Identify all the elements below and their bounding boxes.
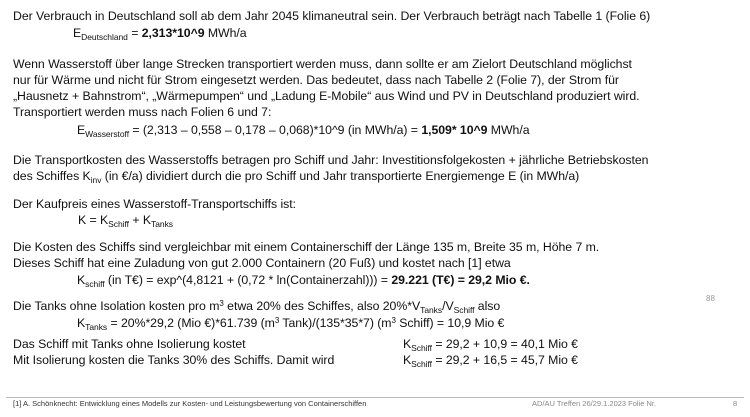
- equation-subscript: Schiff: [108, 219, 129, 229]
- text-line: nur für Wärme und nicht für Strom eingesetzt werden. Das bedeutet, dass nach Tabelle 2 (Folie 7), der Strom für: [13, 73, 619, 87]
- equation-value: 29.221 (T€) = 29,2 Mio €.: [391, 273, 530, 287]
- equation-equals: =: [127, 26, 142, 40]
- subscript: Schiff: [453, 305, 475, 315]
- text-line: [13, 169, 579, 185]
- equation-subscript: Deutschland: [81, 32, 128, 42]
- equation-k-schiff-mit-isolierung: [403, 353, 578, 369]
- text-segment: /V: [442, 299, 454, 313]
- equation-text: K = K: [78, 213, 109, 227]
- text-line: [13, 299, 500, 315]
- equation-body: = (2,313 – 0,558 – 0,178 – 0,068)*10^9 (in MWh/a) =: [129, 123, 422, 137]
- equation-k-schiff: [77, 273, 530, 289]
- equation-symbol: K: [403, 353, 412, 367]
- equation-symbol: E: [73, 26, 82, 40]
- equation-unit: MWh/a: [204, 26, 247, 40]
- footer-reference: [1] A. Schönknecht: Entwicklung eines Modells zur Kosten- und Leistungsbewertung von Containerschiffen: [13, 399, 367, 408]
- text-line: Der Verbrauch in Deutschland soll ab dem Jahr 2045 klimaneutral sein. Der Verbrauch beträgt nach Tabelle 1 (Folie 6): [13, 9, 651, 23]
- equation-subscript: Wasserstoff: [85, 129, 130, 139]
- equation-symbol: K: [77, 316, 86, 330]
- equation-k: [78, 213, 173, 229]
- footer-slide-number: 8: [733, 399, 738, 408]
- text-line: Die Kosten des Schiffs sind vergleichbar mit einem Containerschiff der Länge 135 m, Breite 35 m, Höhe 7 m.: [13, 240, 600, 254]
- equation-body: = 29,2 + 10,9 = 40,1 Mio €: [431, 337, 578, 351]
- page-marker: 88: [706, 294, 715, 303]
- text-segment: also: [474, 299, 501, 313]
- superscript: 3: [219, 299, 224, 308]
- text-segment: Die Tanks ohne Isolation kosten pro m: [13, 299, 220, 313]
- equation-superscript: 3: [274, 316, 280, 325]
- equation-unit: MWh/a: [487, 123, 530, 137]
- equation-text: = 20%*29,2 (Mio €)*61.739 (m: [107, 316, 275, 330]
- text-segment: des Schiffes K: [13, 169, 91, 183]
- text-line: Der Kaufpreis eines Wasserstoff-Transportschiffs ist:: [13, 197, 297, 211]
- equation-text: Schiff) = 10,9 Mio €: [395, 316, 505, 330]
- footer-divider: [6, 397, 744, 398]
- equation-subscript: schiff: [85, 279, 105, 289]
- equation-subscript: Tanks: [151, 219, 173, 229]
- equation-k-schiff-ohne-isolierung: [403, 337, 578, 353]
- text-line: Wenn Wasserstoff über lange Strecken transportiert werden muss, dann sollte er am Zielort Deutschland möglichst: [13, 57, 632, 71]
- text-line: Dieses Schiff hat eine Zuladung von gut 2.000 Containern (20 Fuß) und kostet nach [1] etwa: [13, 256, 511, 270]
- text-line: Die Transportkosten des Wasserstoffs betragen pro Schiff und Jahr: Investitionsfolgekosten + jährliche Betriebskosten: [13, 153, 649, 167]
- equation-text: + K: [128, 213, 152, 227]
- text-line: Das Schiff mit Tanks ohne Isolierung kostet: [13, 337, 246, 351]
- text-line: Transportiert werden muss nach Folien 6 und 7:: [13, 105, 272, 119]
- equation-subscript: Tanks: [85, 322, 108, 332]
- subscript: Tanks: [420, 305, 443, 315]
- equation-symbol: K: [77, 273, 86, 287]
- text-segment: (in €/a) dividiert durch die pro Schiff und Jahr transportierte Energiemenge E (in MWh/a): [101, 169, 580, 183]
- equation-e-deutschland: [73, 26, 247, 42]
- equation-value: 2,313*10^9: [141, 26, 205, 40]
- text-segment: etwa 20% des Schiffes, also 20%*V: [223, 299, 421, 313]
- equation-subscript: Schiff: [411, 359, 432, 369]
- equation-subscript: Schiff: [411, 343, 432, 353]
- equation-symbol: K: [403, 337, 412, 351]
- text-line: Mit Isolierung kosten die Tanks 30% des Schiffs. Damit wird: [13, 353, 335, 367]
- equation-e-wasserstoff: [77, 123, 530, 139]
- equation-symbol: E: [77, 123, 86, 137]
- equation-body: = 29,2 + 16,5 = 45,7 Mio €: [431, 353, 578, 367]
- equation-value: 1,509* 10^9: [421, 123, 488, 137]
- equation-body: (in T€) = exp^(4,8121 + (0,72 * ln(Containerzahl))) =: [104, 273, 392, 287]
- subscript: inv: [90, 175, 102, 185]
- equation-text: Tank)/(135*35*7) (m: [279, 316, 392, 330]
- equation-superscript: 3: [391, 316, 396, 325]
- equation-k-tanks: [77, 316, 504, 332]
- footer-meeting: AD/AU Treffen 26/29.1.2023 Folie Nr.: [532, 399, 657, 408]
- text-line: „Hausnetz + Bahnstrom“, „Wärmepumpen“ und „Ladung E-Mobile“ aus Wind und PV in Deutschland produziert wird.: [13, 89, 640, 103]
